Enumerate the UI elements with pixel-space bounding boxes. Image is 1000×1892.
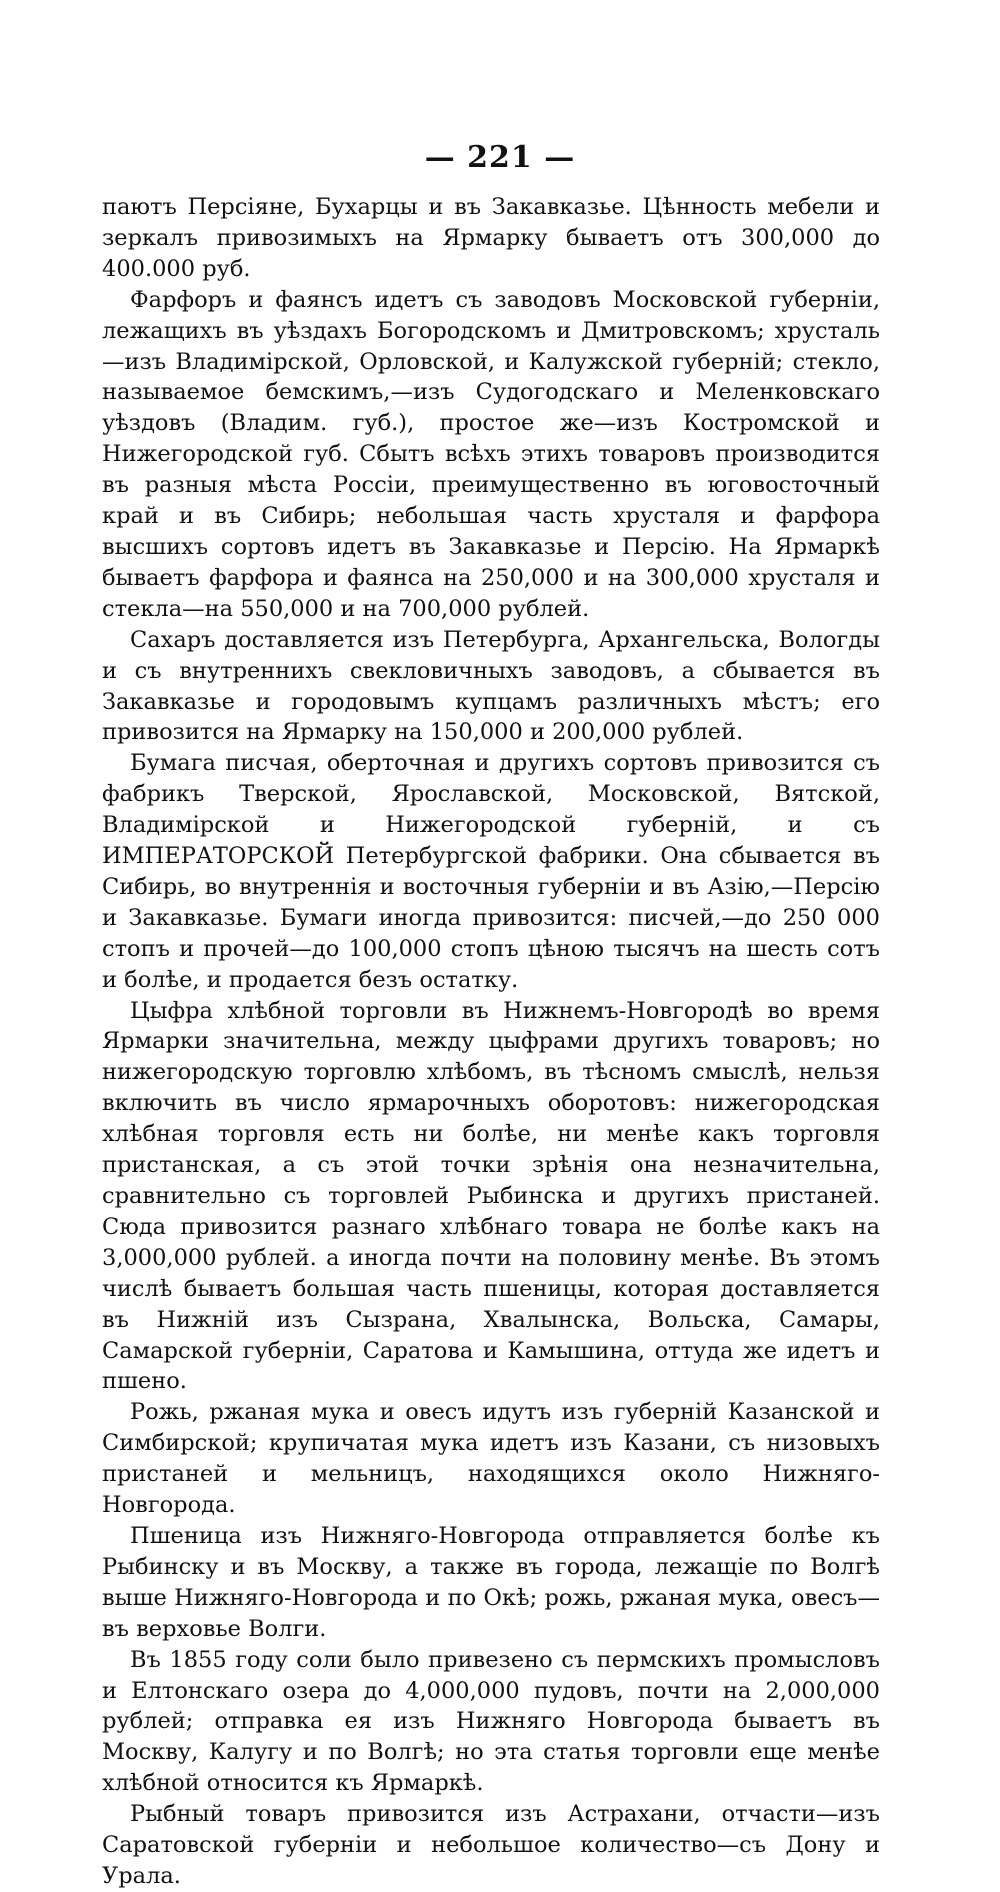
paragraph-wheat-shipping: Пшеница изъ Нижняго-Новгорода отправляется болѣе къ Рыбинску и въ Москву, а также въ города, лежащіе по Волгѣ выше Нижняго-Новгорода и по Окѣ; рожь, ржаная мука, овесъ—въ верховье Волги.: [102, 1522, 880, 1642]
paragraph-grain-trade: Цыфра хлѣбной торговли въ Нижнемъ-Новгородѣ во время Ярмарки значительна, между цыфрами другихъ товаровъ; но нижегородскую торговлю хлѣбомъ, въ тѣсномъ смыслѣ, нельзя включить въ число ярмарочныхъ оборотовъ: нижегородская хлѣбная торговля есть ни болѣе, ни менѣе какъ торговля пристанская, а съ этой точки зрѣнія она незначительна, сравнительно съ торговлей Рыбинска и другихъ пристаней. Сюда привозится разнаго хлѣбнаго товара не болѣе какъ на 3,000,000 рублей. а иногда почти на половину менѣе. Въ этомъ числѣ бываетъ большая часть пшеницы, которая доставляется въ Нижній изъ Сызрана, Хвалынска, Вольска, Самары, Самарской губерніи, Саратова и Камышина, оттуда же идетъ и пшено.: [102, 997, 880, 1395]
paragraph-porcelain-crystal: Фарфоръ и фаянсъ идетъ съ заводовъ Московской губерніи, лежащихъ въ уѣздахъ Богородскомъ и Дмитровскомъ; хрусталь—изъ Владимірской, Орловской, и Калужской губерній; стекло, называемое бемскимъ,—изъ Судогодскаго и Меленковскаго уѣздовъ (Владим. губ.), простое же—изъ Костромской и Нижегородской губ. Сбытъ всѣхъ этихъ товаровъ производится въ разныя мѣста Россіи, преимущественно въ юговосточный край и въ Сибирь; небольшая часть хрусталя и фарфора высшихъ сортовъ идетъ въ Закавказье и Персію. На Ярмаркѣ бываетъ фарфора и фаянса на 250,000 и на 300,000 хрусталя и стекла—на 550,000 и на 700,000 рублей.: [102, 286, 880, 622]
paragraph-paper: Бумага писчая, оберточная и другихъ сортовъ привозится съ фабрикъ Тверской, Ярославской, Московской, Вятской, Владимірской и Нижегородской губерній, и съ ИМПЕРАТОРСКОЙ Петербургской фабрики. Она сбывается въ Сибирь, во внутреннія и восточныя губерніи и въ Азію,—Персію и Закавказье. Бумаги иногда привозится: писчей,—до 250 000 стопъ и прочей—до 100,000 стопъ цѣною тысячъ на шесть сотъ и болѣе, и продается безъ остатку.: [102, 750, 880, 993]
page-body: [102, 192, 880, 1892]
paragraph-sugar: Сахаръ доставляется изъ Петербурга, Архангельска, Вологды и съ внутреннихъ свекловичныхъ заводовъ, а сбывается въ Закавказье и городовымъ купцамъ различныхъ мѣстъ; его привозится на Ярмарку на 150,000 и 200,000 рублей.: [102, 626, 880, 746]
paragraph-furniture-mirrors: паютъ Персіяне, Бухарцы и въ Закавказье. Цѣнность мебели и зеркалъ привозимыхъ на Ярмарку бываетъ отъ 300,000 до 400.000 руб.: [102, 194, 880, 282]
paragraph-salt: Въ 1855 году соли было привезено съ пермскихъ промысловъ и Елтонскаго озера до 4,000,000 пудовъ, почти на 2,000,000 рублей; отправка ея изъ Нижняго Новгорода бываетъ въ Москву, Калугу и по Волгѣ; но эта статья торговли еще менѣе хлѣбной относится къ Ярмаркѣ.: [102, 1646, 880, 1797]
page-number: — 221 —: [424, 140, 576, 175]
paragraph-rye-oats: Рожь, ржаная мука и овесъ идутъ изъ губерній Казанской и Симбирской; крупичатая мука идетъ изъ Казани, съ низовыхъ пристаней и мельницъ, находящихся около Нижняго-Новгорода.: [102, 1399, 880, 1519]
paragraph-fish: Рыбный товаръ привозится изъ Астрахани, отчасти—изъ Саратовской губерніи и небольшое количество—съ Дону и Урала.: [102, 1801, 880, 1889]
